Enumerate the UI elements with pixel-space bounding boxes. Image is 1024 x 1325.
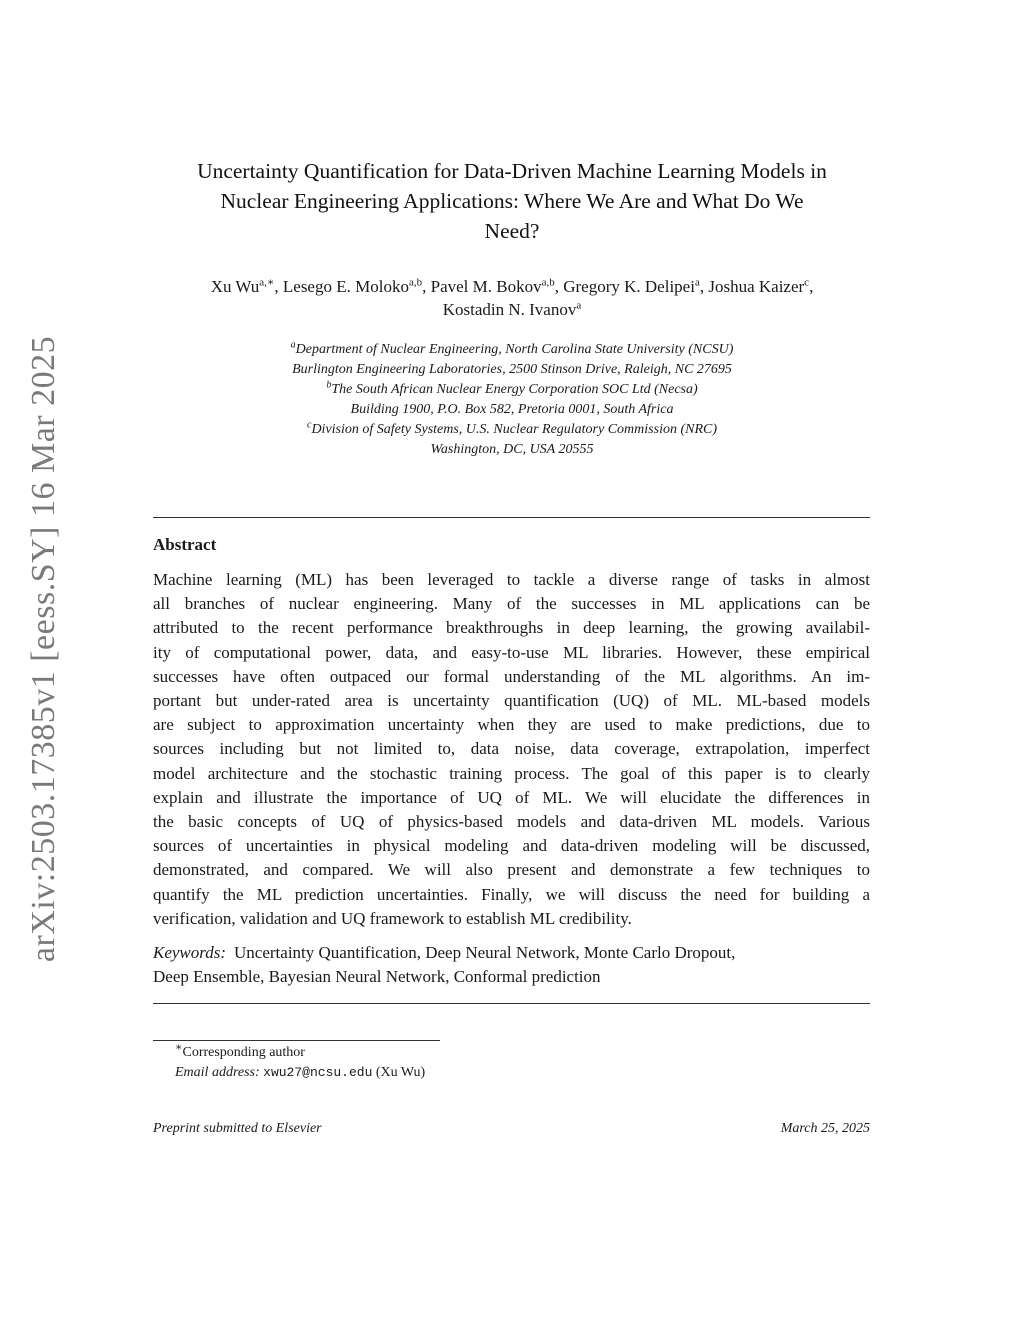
email-link[interactable]: xwu27@ncsu.edu [263, 1065, 373, 1080]
author-affiliation-mark: c [804, 276, 810, 289]
email-owner: (Xu Wu) [375, 1065, 426, 1080]
abstract-line: verification, validation and UQ framework to establish ML credibility. [153, 908, 632, 928]
keywords-line [153, 941, 870, 965]
abstract-line: quantify the ML prediction uncertainties. Finally, we will discuss the need for building a [153, 884, 870, 904]
abstract-top-rule [153, 517, 870, 518]
author-affiliation-mark: a [576, 299, 582, 312]
abstract-line: portant but under-rated area is uncertainty quantification (UQ) of ML. ML-based models [153, 691, 870, 711]
footnote-email [153, 1063, 653, 1083]
author-line [140, 275, 884, 298]
author-affiliation-mark: a,∗ [259, 276, 275, 289]
affiliations [160, 340, 864, 460]
email-label: Email address: [175, 1065, 260, 1080]
author-name: , Gregory K. Delipei [554, 277, 695, 296]
author-affiliation-mark: a [694, 276, 700, 289]
abstract-bottom-rule [153, 1003, 870, 1004]
abstract-line: demonstrated, and compared. We will also present and demonstrate a few techniques to [153, 860, 870, 880]
footnote-corresponding [153, 1043, 653, 1063]
title-line: Uncertainty Quantification for Data-Driven Machine Learning Models in [197, 159, 827, 183]
abstract-line: the basic concepts of UQ of physics-based models and data-driven ML models. Various [153, 812, 870, 832]
abstract-line: sources including but not limited to, data noise, data coverage, extrapolation, imperfect [153, 739, 870, 759]
title-line: Need? [484, 219, 540, 243]
author-list [140, 275, 884, 321]
footnote-corresponding-text: Corresponding author [182, 1045, 305, 1060]
abstract-body [153, 568, 870, 931]
abstract-line: explain and illustrate the importance of UQ of ML. We will elucidate the differences in [153, 787, 870, 807]
author-name: Xu Wu [210, 277, 260, 296]
affiliation-mark: c [306, 419, 312, 431]
author-line [140, 298, 884, 321]
preprint-date: March 25, 2025 [780, 1121, 870, 1136]
affiliation-line [160, 340, 864, 360]
keywords-label: Keywords: [153, 943, 227, 962]
affiliation-line [160, 420, 864, 440]
author-name: , Joshua Kaizer [699, 277, 805, 296]
paper-title [140, 156, 884, 246]
abstract-line: are subject to approximation uncertainty when they are used to make predictions, due to [153, 715, 870, 735]
footnote [153, 1043, 653, 1083]
affiliation-text: Division of Safety Systems, U.S. Nuclear Regulatory Commission (NRC) [311, 422, 718, 437]
affiliation-mark: b [326, 379, 332, 391]
footnote-star-mark: ∗ [175, 1041, 183, 1054]
affiliation-line: Burlington Engineering Laboratories, 2500 Stinson Drive, Raleigh, NC 27695 [292, 362, 732, 377]
author-affiliation-mark: a,b [541, 276, 555, 289]
preprint-note: Preprint submitted to Elsevier [153, 1121, 322, 1136]
affiliation-line: Building 1900, P.O. Box 582, Pretoria 0001, South Africa [350, 402, 674, 417]
title-line: Nuclear Engineering Applications: Where We Are and What Do We [220, 189, 804, 213]
keywords-line: Deep Ensemble, Bayesian Neural Network, Conformal prediction [153, 967, 601, 986]
abstract-line: ity of computational power, data, and easy-to-use ML libraries. However, these empirical [153, 642, 870, 662]
affiliation-text: The South African Nuclear Energy Corporation SOC Ltd (Necsa) [331, 382, 698, 397]
author-affiliation-mark: a,b [408, 276, 423, 289]
affiliation-mark: a [290, 339, 296, 351]
keywords-text: Uncertainty Quantification, Deep Neural Network, Monte Carlo Dropout, [234, 943, 736, 962]
abstract-line: attributed to the recent performance breakthroughs in deep learning, the growing availabil- [153, 618, 870, 638]
author-separator: , [809, 277, 814, 296]
affiliation-line [160, 380, 864, 400]
abstract-line: sources of uncertainties in physical modeling and data-driven modeling will be discussed, [153, 836, 870, 856]
affiliation-line: Washington, DC, USA 20555 [430, 442, 594, 457]
author-name: , Pavel M. Bokov [422, 277, 542, 296]
footnote-rule [153, 1040, 440, 1041]
abstract-heading: Abstract [153, 535, 217, 554]
abstract-line: successes have often outpaced our formal understanding of the ML algorithms. An im- [153, 666, 870, 686]
abstract-line: Machine learning (ML) has been leveraged to tackle a diverse range of tasks in almost [153, 570, 870, 589]
abstract-line: all branches of nuclear engineering. Many of the successes in ML applications can be [153, 594, 870, 614]
author-name: , Lesego E. Moloko [274, 277, 409, 296]
affiliation-text: Department of Nuclear Engineering, North Carolina State University (NCSU) [295, 342, 734, 357]
author-name: Kostadin N. Ivanov [442, 300, 577, 319]
keywords [153, 941, 870, 989]
abstract-line: model architecture and the stochastic training process. The goal of this paper is to clearly [153, 763, 870, 783]
arxiv-identifier-stamp[interactable]: arXiv:2503.17385v1 [eess.SY] 16 Mar 2025 [25, 335, 62, 963]
